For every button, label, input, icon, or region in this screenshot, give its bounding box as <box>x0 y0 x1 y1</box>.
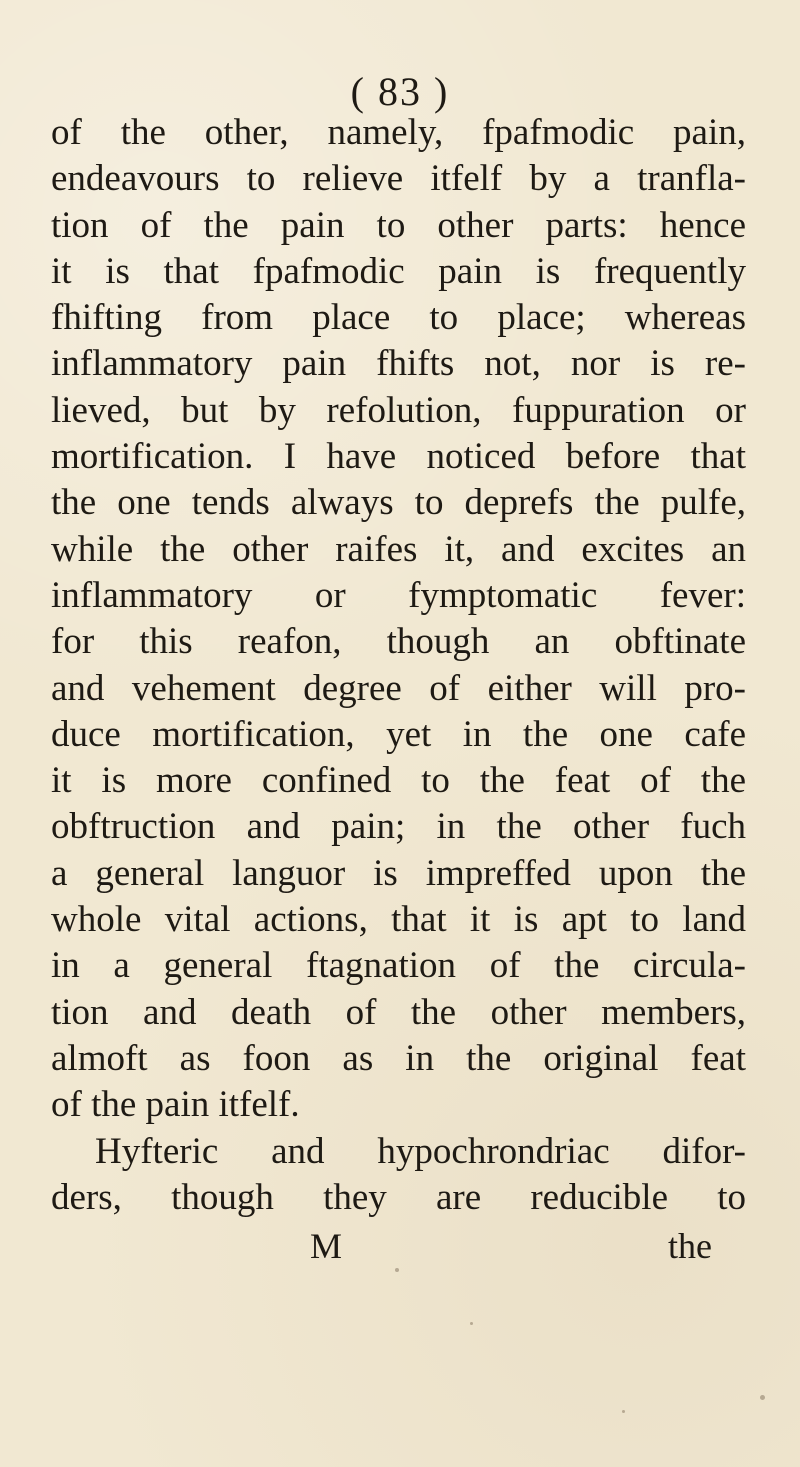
ink-speck <box>470 1322 473 1325</box>
text-line: it is that fpafmodic pain is frequently <box>51 250 746 292</box>
body-text <box>51 110 746 1221</box>
catchword: the <box>668 1226 712 1266</box>
ink-speck <box>760 1395 765 1400</box>
text-line: and vehement degree of either will pro- <box>51 667 746 709</box>
text-line: almoft as foon as in the original feat <box>51 1037 746 1079</box>
text-line: tion and death of the other members, <box>51 991 746 1033</box>
text-line: lieved, but by refolution, fuppuration or <box>51 389 746 431</box>
text-line: for this reafon, though an obftinate <box>51 621 746 663</box>
text-line: in a general ftagnation of the circula- <box>51 945 746 987</box>
footer-line <box>0 1225 800 1271</box>
text-line: duce mortification, yet in the one cafe <box>51 713 746 755</box>
text-line: endeavours to relieve itfelf by a tranfla- <box>51 158 746 200</box>
text-line: ders, though they are reducible to <box>51 1176 746 1218</box>
text-line: of the other, namely, fpafmodic pain, <box>51 112 746 153</box>
text-line: inflammatory pain fhifts not, nor is re- <box>51 343 746 385</box>
page-number: ( 83 ) <box>350 69 450 114</box>
text-line: tion of the pain to other parts: hence <box>51 204 746 246</box>
text-line: it is more confined to the feat of the <box>51 760 746 802</box>
text-line: Hyfteric and hypochrondriac difor- <box>95 1130 746 1172</box>
signature-mark: M <box>310 1226 343 1266</box>
ink-speck <box>622 1410 625 1413</box>
text-line: while the other raifes it, and excites an <box>51 528 746 570</box>
text-line: fhifting from place to place; whereas <box>51 297 746 339</box>
text-line: a general languor is impreffed upon the <box>51 852 746 894</box>
text-line: inflammatory or fymptomatic fever: <box>51 574 746 616</box>
text-line: whole vital actions, that it is apt to land <box>51 899 746 941</box>
text-line: of the pain itfelf. <box>51 1084 300 1126</box>
text-line: mortification. I have noticed before that <box>51 436 746 478</box>
text-line: the one tends always to deprefs the pulfe, <box>51 482 746 524</box>
ink-speck <box>395 1268 399 1272</box>
text-line: obftruction and pain; in the other fuch <box>51 806 746 848</box>
